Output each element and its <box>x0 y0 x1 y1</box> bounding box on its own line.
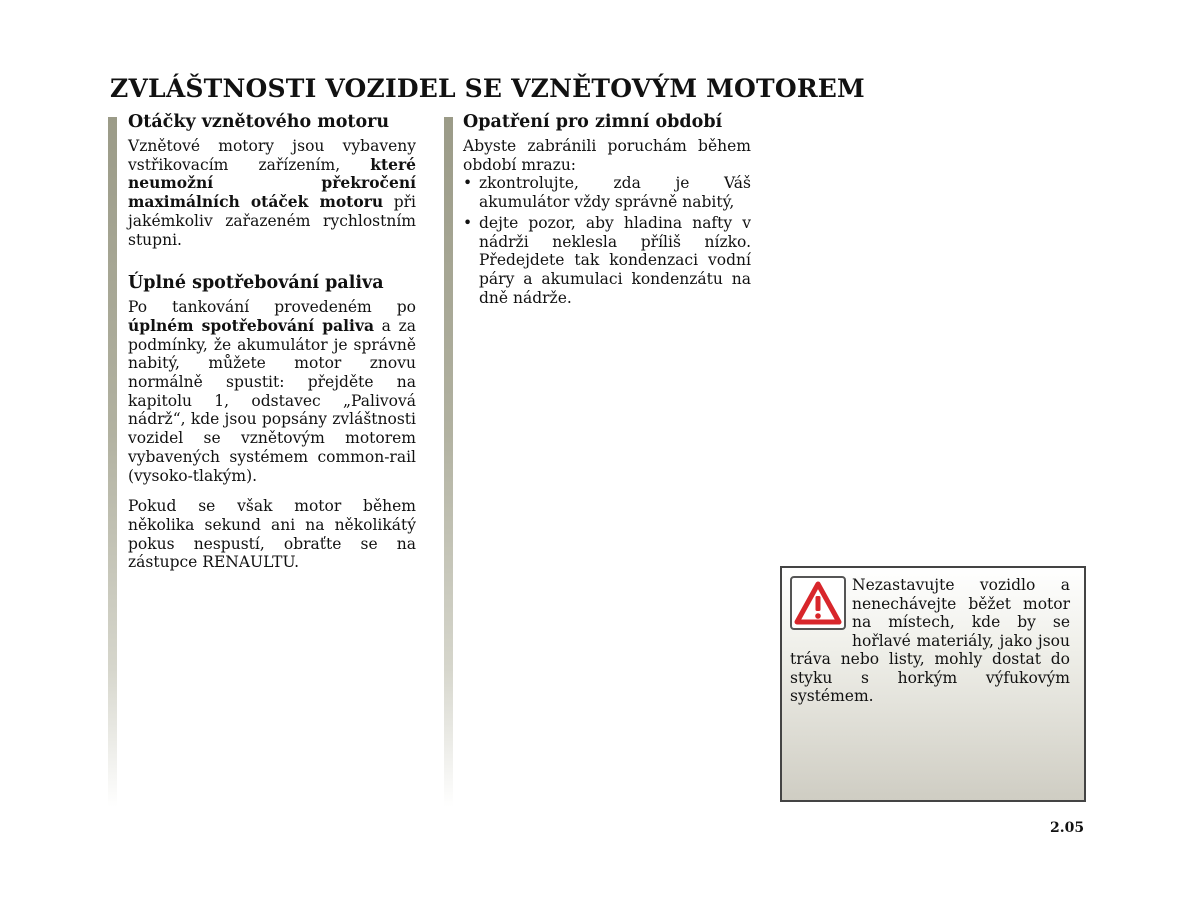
list-item-text: zkontrolujte, zda je Váš akumulátor vždy správně nabitý, <box>479 174 751 212</box>
section-heading-winter: Opatření pro zimní období <box>463 112 723 132</box>
list-item <box>463 174 751 211</box>
warning-box <box>780 566 1086 802</box>
right-column-bar <box>444 117 453 807</box>
fuel-exhaustion-paragraph <box>128 298 416 485</box>
engine-speed-text-bold: které neumožní překročení maximálních otáček motoru <box>128 154 416 212</box>
warning-triangle-icon <box>790 576 846 630</box>
section-heading-engine-speed: Otáčky vznětového motoru <box>128 112 390 132</box>
bullet-icon: • <box>463 213 473 232</box>
engine-speed-text-start: Vznětové motory jsou vybaveny vstřikovacím zařízením, <box>128 137 416 174</box>
fuel-exhaustion-text-start: Po tankování provedeném po <box>128 298 416 317</box>
page-number: 2.05 <box>1050 820 1085 836</box>
fuel-exhaustion-text-end: a za podmínky, že akumulátor je správně nabitý, můžete motor znovu normálně spustit: přejděte na kapitolu 1, odstavec „Palivová nádrž“, kde jsou popsány zvláštnosti vozidel se vznětovým motorem vybavených systémem common-rail (vysoko-tlakým). <box>128 316 416 485</box>
left-column-bar <box>108 117 117 807</box>
right-column <box>463 112 751 309</box>
engine-speed-paragraph <box>128 137 416 249</box>
fuel-exhaustion-paragraph-2: Pokud se však motor během několika sekund ani na několikátý pokus nespustí, obraťte se na zástupce RENAULTU. <box>128 497 416 572</box>
engine-speed-text-end: při jakémkoliv zařazeném rychlostním stupni. <box>128 193 416 249</box>
section-heading-fuel-exhaustion: Úplné spotřebování paliva <box>128 273 384 294</box>
winter-intro: Abyste zabránili poruchám během období mrazu: <box>463 137 751 174</box>
list-item <box>463 214 751 308</box>
winter-bullet-list <box>463 174 751 307</box>
bullet-icon: • <box>463 174 473 193</box>
left-column <box>128 112 416 572</box>
page-title: ZVLÁŠTNOSTI VOZIDEL SE VZNĚTOVÝM MOTOREM <box>110 74 865 103</box>
fuel-exhaustion-text-bold: úplném spotřebování paliva <box>128 315 374 335</box>
list-item-text: dejte pozor, aby hladina nafty v nádrži neklesla příliš nízko. Předejdete tak kondenzaci vodní páry a akumulaci kondenzátu na dně nádrže. <box>479 213 751 307</box>
warning-text: Nezastavujte vozidlo a nenechávejte běžet motor na místech, kde by se hořlavé materiály, jako jsou tráva nebo listy, mohly dostat do styku s horkým výfukovým systémem. <box>790 576 1070 705</box>
